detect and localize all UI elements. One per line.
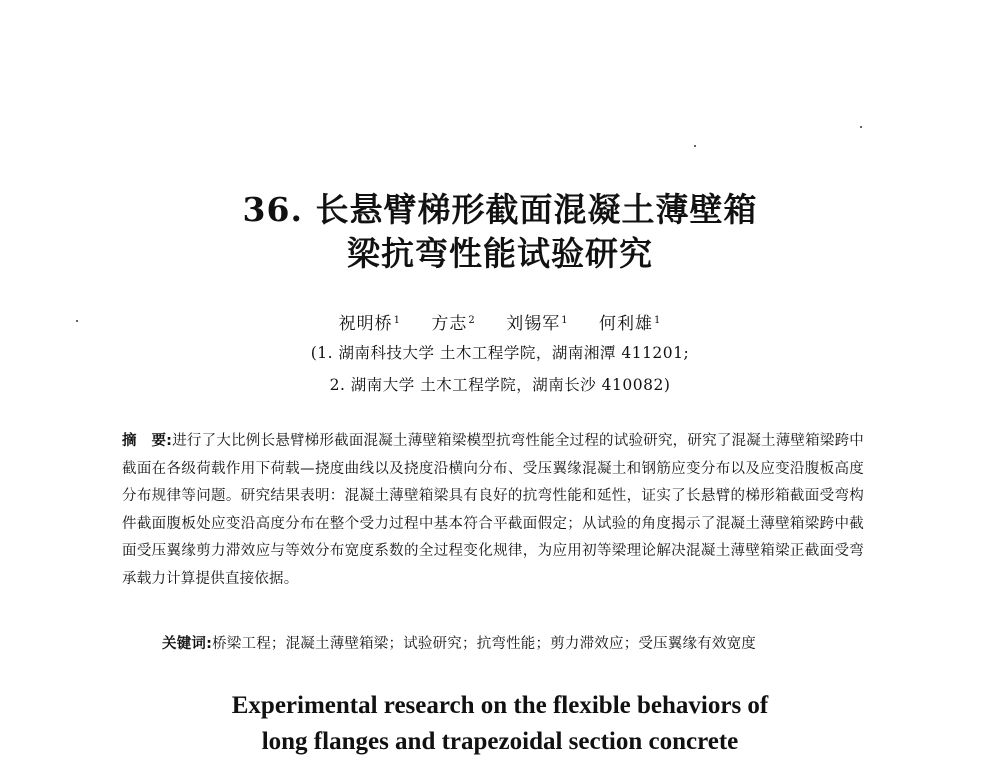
title-line-1: 36. 长悬臂梯形截面混凝土薄壁箱 bbox=[242, 190, 758, 229]
author bbox=[506, 314, 568, 334]
author-name: 方志 bbox=[431, 314, 468, 334]
author-name: 何利雄 bbox=[598, 314, 653, 334]
keywords-label: 关键词: bbox=[162, 636, 213, 652]
keywords-text: 桥梁工程；混凝土薄壁箱梁；试验研究；抗弯性能；剪力滞效应；受压翼缘有效宽度 bbox=[212, 636, 757, 652]
author bbox=[431, 314, 475, 334]
author-affiliation-mark: 2 bbox=[468, 315, 476, 326]
abstract bbox=[122, 428, 864, 593]
scan-speck bbox=[860, 126, 862, 128]
author-name: 刘锡军 bbox=[506, 314, 561, 334]
affiliation-line-1: (1. 湖南科技大学 土木工程学院，湖南湘潭 411201; bbox=[310, 344, 690, 362]
paper-title bbox=[0, 188, 1000, 276]
author bbox=[339, 314, 401, 334]
author-affiliation-mark: 1 bbox=[653, 315, 662, 326]
author-list bbox=[0, 309, 1000, 336]
title-line-2: 梁抗弯性能试验研究 bbox=[347, 234, 653, 273]
affiliation-line-2: 2. 湖南大学 土木工程学院，湖南长沙 410082) bbox=[329, 376, 671, 394]
abstract-label: 摘 要: bbox=[122, 433, 173, 449]
author-affiliation-mark: 1 bbox=[393, 315, 402, 326]
english-title-line-1: Experimental research on the flexible behaviors of bbox=[231, 692, 769, 719]
author-affiliation-mark: 1 bbox=[561, 315, 569, 326]
author-name: 祝明桥 bbox=[338, 314, 393, 334]
keywords bbox=[162, 633, 862, 655]
author bbox=[599, 314, 661, 334]
abstract-text: 进行了大比例长悬臂梯形截面混凝土薄壁箱梁模型抗弯性能全过程的试验研究，研究了混凝土薄壁箱梁跨中截面在各级荷载作用下荷载—挠度曲线以及挠度沿横向分布、受压翼缘混凝土和钢筋应变分布以及应变沿腹板高度分布规律等问题。研究结果表明：混凝土薄壁箱梁具有良好的抗弯性能和延性，证实了长悬臂的梯形箱截面受弯构件截面腹板处应变沿高度分布在整个受力过程中基本符合平截面假定；从试验的角度揭示了混凝土薄壁箱梁跨中截面受压翼缘剪力滞效应与等效分布宽度系数的全过程变化规律，为应用初等梁理论解决混凝土薄壁箱梁正截面受弯承载力计算提供直接依据。 bbox=[122, 433, 864, 587]
english-title-line-2: long flanges and trapezoidal section concrete bbox=[261, 728, 739, 755]
scan-speck bbox=[694, 145, 696, 147]
english-title bbox=[0, 688, 1000, 760]
